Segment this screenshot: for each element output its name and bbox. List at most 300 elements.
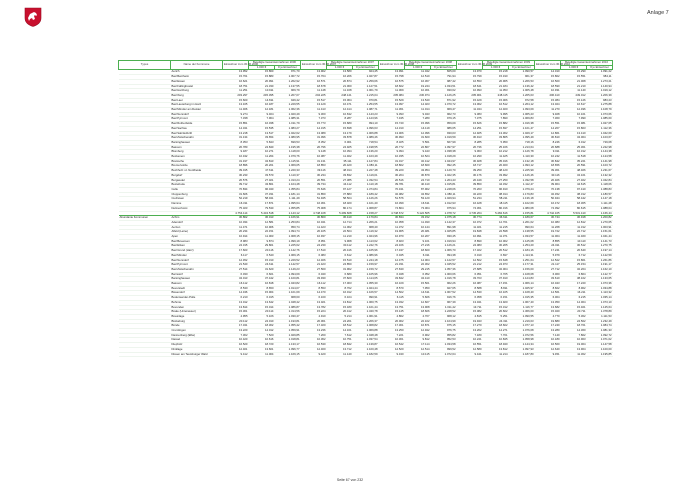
cell-value: 18.842: [327, 343, 353, 348]
cell-value: 7.360: [535, 117, 561, 122]
table-body: [119, 70, 613, 357]
cell-value: 31.600: [405, 136, 431, 141]
cell-value: 1.034,88: [587, 286, 613, 291]
cell-value: 1.158,27: [353, 211, 379, 216]
cell-name: Apen: [171, 235, 223, 240]
cell-value: 1.184,16: [509, 249, 535, 254]
cell-value: 891,98: [431, 225, 457, 230]
cell-value: 1.048,48: [353, 333, 379, 338]
cell-value: 1.030,47: [275, 314, 301, 319]
cell-name: Bad Rothenfelde: [171, 122, 223, 127]
cell-value: 30.834: [379, 216, 405, 221]
cell-value: 1.179,84: [353, 216, 379, 221]
cell-value: 203.297: [223, 93, 249, 98]
cell-value: 1.340,78: [353, 310, 379, 315]
cell-value: 14.004: [561, 300, 587, 305]
cell-value: 16.512: [483, 103, 509, 108]
cell-value: 37.820: [327, 277, 353, 282]
cell-value: 20.602: [483, 310, 509, 315]
cell-value: 1.314,56: [275, 310, 301, 315]
cell-value: 44.112: [327, 183, 353, 188]
cell-name: Bad Münder: [171, 253, 223, 258]
cell-value: 11.251: [223, 89, 249, 94]
header-group-2008: Beteiligte Gesamteinnahmen 2008: [405, 61, 457, 66]
cell-value: 1.027,87: [353, 75, 379, 80]
cell-value: 1.007,72: [275, 75, 301, 80]
cell-value: 1.090,55: [509, 314, 535, 319]
cell-value: 40.410: [405, 183, 431, 188]
cell-value: 20.991: [249, 79, 275, 84]
cell-value: 18.020: [327, 202, 353, 207]
cell-value: 1.099,19: [275, 239, 301, 244]
cell-value: 21.060: [327, 84, 353, 89]
cell-value: 15.860: [249, 70, 275, 75]
cell-value: 961,37: [509, 75, 535, 80]
cell-value: 7.950: [405, 286, 431, 291]
cell-value: 24.850: [327, 263, 353, 268]
cell-value: 7.990: [561, 117, 587, 122]
cell-name: Diepholz: [171, 343, 223, 348]
cell-value: 12.925: [457, 131, 483, 136]
cell-value: 31.620: [249, 267, 275, 272]
cell-value: 38.102: [561, 277, 587, 282]
cell-value: 70.138: [535, 187, 561, 192]
cell-value: 12.812: [561, 220, 587, 225]
cell-value: 13.220: [223, 329, 249, 334]
cell-value: 1.034,51: [431, 84, 457, 89]
cell-value: 1.069,15: [275, 253, 301, 258]
cell-value: 1.248,06: [431, 187, 457, 192]
cell-value: 10.101: [561, 112, 587, 117]
cell-value: 11.302: [561, 352, 587, 357]
cell-value: 994,38: [431, 253, 457, 258]
cell-value: 33.865: [483, 136, 509, 141]
annex-label: Anlage 7: [647, 10, 669, 16]
cell-value: 37.331: [249, 192, 275, 197]
cell-value: 13.517: [249, 131, 275, 136]
cell-value: 1.091,22: [587, 70, 613, 75]
cell-name: Celle: [171, 187, 223, 192]
cell-value: 21.210: [561, 84, 587, 89]
cell-value: 6.712: [561, 253, 587, 258]
cell-value: 19.848: [457, 230, 483, 235]
cell-value: 1.144,34: [509, 343, 535, 348]
table-header: [119, 61, 613, 70]
cell-value: 916,76: [431, 296, 457, 301]
cell-value: 48.120: [483, 169, 509, 174]
cell-value: 11.460: [561, 235, 587, 240]
cell-value: 1.085,31: [275, 117, 301, 122]
cell-value: 33.152: [405, 216, 431, 221]
cell-value: 1.101,40: [353, 202, 379, 207]
cell-value: 39.250: [457, 169, 483, 174]
cell-value: 37.883: [327, 192, 353, 197]
cell-value: 1.111,28: [587, 202, 613, 207]
cell-value: 15.740: [379, 122, 405, 127]
cell-value: 9.430: [379, 352, 405, 357]
cell-value: 987,42: [431, 79, 457, 84]
cell-value: 20.416: [327, 249, 353, 254]
cell-value: 15.517: [301, 98, 327, 103]
cell-value: 10.301: [405, 89, 431, 94]
cell-value: 13.032: [379, 300, 405, 305]
cell-value: 1.043,82: [275, 282, 301, 287]
cell-value: 976,75: [431, 329, 457, 334]
cell-value: 8.650: [249, 286, 275, 291]
cell-value: 9.043: [405, 112, 431, 117]
cell-value: 972,58: [509, 98, 535, 103]
cell-value: 10.290: [457, 155, 483, 160]
cell-value: 17.871: [249, 202, 275, 207]
cell-value: 13.908: [405, 305, 431, 310]
cell-value: 1.262,92: [275, 79, 301, 84]
cell-value: 1.022,35: [431, 173, 457, 178]
cell-value: 969,47: [431, 108, 457, 113]
cell-value: 9.011: [535, 150, 561, 155]
cell-value: 25.166: [483, 145, 509, 150]
cell-value: 15.126: [561, 98, 587, 103]
cell-value: 1.103,67: [587, 136, 613, 141]
cell-value: 1.162,10: [587, 267, 613, 272]
cell-value: 1.042,69: [587, 131, 613, 136]
cell-name: Buxtehude: [171, 183, 223, 188]
cell-value: 1.105,96: [353, 272, 379, 277]
cell-value: 14.811: [249, 98, 275, 103]
cell-value: 14.251: [457, 126, 483, 131]
cell-value: 15.014: [249, 305, 275, 310]
cell-value: 15.882: [483, 122, 509, 127]
cell-value: 959,09: [431, 122, 457, 127]
cell-value: 1.244,18: [353, 258, 379, 263]
cell-value: 975,94: [431, 206, 457, 211]
cell-value: 20.640: [561, 249, 587, 254]
cell-value: 11.371: [483, 235, 509, 240]
cell-value: 15.401: [561, 305, 587, 310]
cell-value: 10.212: [483, 150, 509, 155]
cell-value: 1.061,91: [353, 314, 379, 319]
cell-value: 10.616: [249, 338, 275, 343]
cell-value: 13.902: [301, 70, 327, 75]
cell-value: 34.101: [561, 173, 587, 178]
cell-name: Bohmte: [171, 300, 223, 305]
cell-name: Bassum: [171, 282, 223, 287]
cell-value: 15.697: [483, 126, 509, 131]
cell-value: 8.588: [457, 286, 483, 291]
cell-value: 1.177,31: [509, 263, 535, 268]
cell-value: 971,70: [275, 70, 301, 75]
cell-value: 20.780: [223, 145, 249, 150]
cell-value: 15.981: [561, 122, 587, 127]
cell-value: 14.470: [301, 291, 327, 296]
cell-value: 10.387: [301, 155, 327, 160]
cell-value: 924,45: [353, 70, 379, 75]
cell-value: 1.080,11: [431, 192, 457, 197]
cell-value: 1.366,00: [509, 310, 535, 315]
cell-value: 24.502: [561, 319, 587, 324]
cell-value: 986,65: [431, 126, 457, 131]
cell-value: 12.414: [327, 108, 353, 113]
cell-value: 18.751: [223, 84, 249, 89]
cell-value: 1.261,86: [587, 258, 613, 263]
cell-value: 1.019,12: [587, 89, 613, 94]
cell-value: 15.803: [561, 126, 587, 131]
cell-value: 15.535: [249, 126, 275, 131]
cell-value: 9.300: [301, 112, 327, 117]
cell-value: 1.070,72: [431, 103, 457, 108]
cell-value: 962,26: [431, 282, 457, 287]
cell-name: Dinklage: [171, 347, 223, 352]
header-ew-2009: Einwohner zum 30.06.2009: [457, 61, 483, 70]
cell-value: 1.055,85: [275, 206, 301, 211]
cell-value: 39.015: [223, 169, 249, 174]
cell-value: 1.035,14: [587, 296, 613, 301]
cell-name: Bockenem: [171, 155, 223, 160]
cell-value: 10.115: [405, 352, 431, 357]
cell-value: 24.311: [483, 319, 509, 324]
cell-value: 16.112: [301, 282, 327, 287]
cell-value: 75.323: [223, 206, 249, 211]
cell-value: 27.514: [223, 267, 249, 272]
cell-value: 10.335: [379, 155, 405, 160]
cell-value: 7.435: [379, 117, 405, 122]
cell-value: 11.062: [327, 225, 353, 230]
cell-value: 14.004: [405, 258, 431, 263]
cell-value: 16.621: [223, 79, 249, 84]
cell-value: 1.108,40: [509, 291, 535, 296]
cell-value: 975,15: [431, 324, 457, 329]
cell-value: 1.075,18: [431, 216, 457, 221]
header-sub-total: 1.000 €: [483, 65, 509, 70]
cell-value: 13.236: [301, 329, 327, 334]
cell-value: 38.312: [561, 192, 587, 197]
cell-value: 27.712: [535, 267, 561, 272]
cell-value: 1.141,98: [587, 159, 613, 164]
cell-value: 15.096: [405, 122, 431, 127]
cell-value: 16.575: [379, 79, 405, 84]
cell-value: 15.020: [535, 310, 561, 315]
cell-value: 1.069,83: [509, 117, 535, 122]
cell-value: 1.231,67: [587, 169, 613, 174]
cell-value: 1.005,48: [509, 89, 535, 94]
cell-value: 4.748.672: [379, 211, 405, 216]
cell-value: 1.057,36: [431, 267, 457, 272]
cell-value: 949,42: [275, 98, 301, 103]
cell-value: 1.219,03: [509, 319, 535, 324]
cell-value: 1.242,76: [353, 244, 379, 249]
cell-value: 13.129: [301, 103, 327, 108]
cell-value: 9.148: [301, 150, 327, 155]
cell-value: 97.127: [327, 187, 353, 192]
cell-value: 15.773: [301, 122, 327, 127]
cell-value: 1.149,23: [275, 267, 301, 272]
cell-value: 1.014,07: [275, 286, 301, 291]
cell-value: 1.018,81: [275, 338, 301, 343]
cell-value: 5.214: [327, 314, 353, 319]
cell-value: 20.201: [249, 164, 275, 169]
cell-value: 6.680: [327, 272, 353, 277]
cell-value: 1.159,97: [353, 263, 379, 268]
cell-value: 6.058: [457, 296, 483, 301]
cell-value: 27.216: [405, 244, 431, 249]
cell-value: 4.955: [223, 314, 249, 319]
cell-value: 1.126,78: [509, 150, 535, 155]
cell-value: 15.082: [457, 310, 483, 315]
cell-value: 30.234: [301, 173, 327, 178]
cell-value: 13.218: [223, 131, 249, 136]
cell-value: 1.127,84: [353, 159, 379, 164]
cell-value: 6.540: [249, 253, 275, 258]
cell-value: 1.108,79: [587, 108, 613, 113]
cell-value: 6.104: [327, 296, 353, 301]
cell-value: 17.341: [223, 324, 249, 329]
cell-name: Bad Pyrmont: [171, 117, 223, 122]
cell-name: Bad Pyrmont: [171, 263, 223, 268]
cell-value: 15.626: [457, 122, 483, 127]
cell-value: 248.115: [483, 93, 509, 98]
cell-value: 1.100,48: [353, 347, 379, 352]
cell-value: 1.072,56: [509, 333, 535, 338]
cell-name: Bramsche: [171, 159, 223, 164]
cell-value: 10.931: [535, 89, 561, 94]
cell-value: 18.720: [249, 343, 275, 348]
cell-value: 1.124,58: [587, 155, 613, 160]
cell-value: 8.285: [457, 140, 483, 145]
cell-value: 10.632: [327, 112, 353, 117]
header-sub-total: 1.000 €: [561, 65, 587, 70]
cell-value: 7.964: [249, 117, 275, 122]
cell-value: 245.395: [249, 93, 275, 98]
cell-value: 15.529: [379, 98, 405, 103]
cell-value: 31.134: [223, 136, 249, 141]
cell-value: 16.871: [405, 324, 431, 329]
cell-value: 15.301: [223, 310, 249, 315]
cell-value: 16.087: [457, 282, 483, 287]
cell-value: 97.410: [561, 187, 587, 192]
cell-value: 13.682: [535, 305, 561, 310]
cell-value: 32.204: [561, 267, 587, 272]
cell-value: 1.116,77: [509, 305, 535, 310]
cell-value: 5.302: [561, 314, 587, 319]
cell-value: 31.197: [223, 159, 249, 164]
cell-value: 1.132,18: [509, 159, 535, 164]
cell-value: 930,03: [431, 131, 457, 136]
cell-value: 17.510: [301, 249, 327, 254]
cell-value: 6.052: [405, 272, 431, 277]
cell-value: 1.019,94: [431, 239, 457, 244]
cell-value: 13.024: [535, 103, 561, 108]
cell-value: 1.062,36: [275, 108, 301, 113]
cell-value: 952,53: [431, 338, 457, 343]
cell-value: 11.214: [483, 352, 509, 357]
cell-value: 7.890: [483, 117, 509, 122]
cell-value: 20.234: [223, 230, 249, 235]
cell-name: Bad Zwischenahn: [171, 136, 223, 141]
cell-value: 1.095,64: [275, 202, 301, 207]
cell-value: 1.197,14: [587, 249, 613, 254]
cell-value: 1.136,42: [509, 84, 535, 89]
cell-value: 950,74: [275, 225, 301, 230]
cell-value: 15.312: [483, 305, 509, 310]
cell-value: 1.189,42: [353, 192, 379, 197]
cell-value: 718,54: [353, 140, 379, 145]
cell-value: 5.122.505: [405, 211, 431, 216]
cell-value: 1.266,53: [509, 79, 535, 84]
cell-value: 6.902: [405, 333, 431, 338]
cell-value: 20.449: [457, 178, 483, 183]
cell-value: 12.514: [405, 347, 431, 352]
cell-value: 43.954: [405, 169, 431, 174]
cell-value: 1.015,81: [431, 183, 457, 188]
cell-value: 39.116: [301, 169, 327, 174]
cell-name: Braunlage: [171, 314, 223, 319]
cell-value: 8.762: [327, 286, 353, 291]
cell-value: 11.462: [327, 155, 353, 160]
cell-value: 205.084: [379, 93, 405, 98]
cell-value: 17.240: [535, 324, 561, 329]
cell-value: 1.229,55: [275, 103, 301, 108]
cell-value: 30.842: [535, 159, 561, 164]
cell-value: 14.561: [535, 291, 561, 296]
cell-value: 6.051: [457, 272, 483, 277]
cell-name: Bad Nenndorf: [171, 258, 223, 263]
cell-value: 12.861: [535, 131, 561, 136]
cell-value: 10.394: [327, 150, 353, 155]
cell-value: 791,94: [431, 75, 457, 80]
cell-value: 18.656: [535, 164, 561, 169]
cell-value: 1.007,52: [431, 291, 457, 296]
cell-value: 1.206,37: [353, 319, 379, 324]
header-group-2009: Beteiligte Gesamteinnahmen 2009: [483, 61, 535, 66]
cell-value: 30.204: [379, 173, 405, 178]
cell-name: Alfeld (Leine): [171, 230, 223, 235]
cell-value: 1.378,89: [587, 310, 613, 315]
cell-value: 10.271: [249, 150, 275, 155]
cell-value: 7.302: [223, 333, 249, 338]
cell-value: 13.904: [561, 347, 587, 352]
cell-value: 1.065,23: [509, 112, 535, 117]
cell-value: 10.751: [327, 338, 353, 343]
cell-value: 10.144: [405, 225, 431, 230]
cell-value: 16.542: [379, 343, 405, 348]
cell-value: 8.602: [535, 286, 561, 291]
cell-value: 930,62: [431, 89, 457, 94]
cell-value: 10.911: [249, 89, 275, 94]
cell-value: 31.850: [301, 192, 327, 197]
cell-value: 1.110,30: [509, 155, 535, 160]
cell-value: 20.412: [327, 310, 353, 315]
cell-value: 58.041: [249, 197, 275, 202]
cell-value: 1.092,72: [587, 333, 613, 338]
cell-value: 1.016,38: [509, 122, 535, 127]
cell-value: 13.050: [535, 300, 561, 305]
cell-value: 1.106,57: [353, 291, 379, 296]
cell-value: 24.315: [223, 244, 249, 249]
cell-value: 1.100,81: [275, 277, 301, 282]
cell-value: 1.020,49: [275, 112, 301, 117]
cell-value: 967,39: [431, 300, 457, 305]
cell-value: 16.560: [535, 343, 561, 348]
cell-value: 6.004: [535, 296, 561, 301]
cell-value: 8.287: [327, 117, 353, 122]
cell-value: 11.210: [327, 235, 353, 240]
cell-value: 51.576: [379, 197, 405, 202]
cell-value: 10.903: [561, 338, 587, 343]
cell-name: Barsinghausen: [171, 140, 223, 145]
cell-name: Bad Fallingbostel: [171, 84, 223, 89]
cell-value: 33.703: [457, 277, 483, 282]
cell-value: 7.180: [457, 333, 483, 338]
cell-value: 1.080,95: [275, 136, 301, 141]
